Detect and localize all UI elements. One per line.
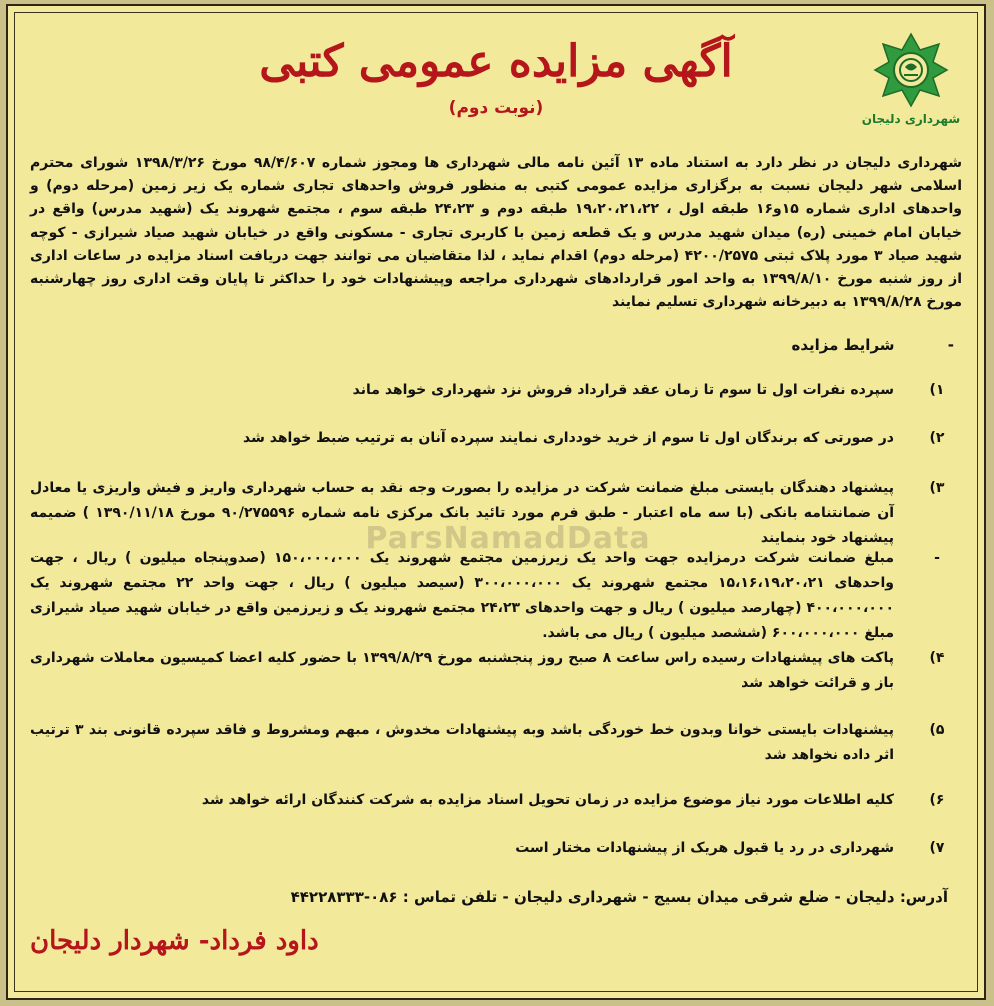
conditions-heading [791,336,954,354]
page-subtitle: (نوبت دوم) [448,98,544,118]
intro-paragraph: شهرداری دلیجان در نظر دارد به استناد ماده ۱۳ آئین نامه مالی شهرداری ها ومجوز شماره ۹۸/۴/۶۰۷ مورخ ۱۳۹۸/۳/۲۶ شورای محترم اسلامی شهر دلیجان نسبت به برگزاری مزایده عمومی کتبی به منظور فروش واحدهای تجاری شماره یک زیر زمین (مرحله دوم) و واحدهای اداری شماره ۱۵و۱۶ طبقه اول ، ۱۹،۲۰،۲۱،۲۲ طبقه دوم و ۲۴،۲۳ طبقه سوم ، مجتمع شهروند یک (شهید مدرس) واقع در خیابان امام خمینی (ره) میدان شهید مدرس و یک قطعه زمین با کاربری تجاری - مسکونی واقع در خیابان شهید صیاد شیرازی - کوچه شهید صیاد ۳ مورد پلاک ثبتی ۴۲۰۰/۲۵۷۵ (مرحله دوم) اقدام نماید ، لذا متقاضیان می توانند جهت دریافت اسناد مزایده در ساعات اداری از روز شنبه مورخ ۱۳۹۹/۸/۱۰ به واحد امور قراردادهای شهرداری مراجعه وپیشنهادات خود را حداکثر تا پایان وقت اداری روز چهارشنبه مورخ ۱۳۹۹/۸/۲۸ به دبیرخانه شهرداری تسلیم نمایند [30,155,963,311]
mayor-signature: داود فرداد- شهردار دلیجان [30,926,319,956]
condition-text: پیشنهاد دهندگان بایستی مبلغ ضمانت شرکت در مزایده را بصورت وجه نقد به حساب شهرداری واریز و فیش واریزی یا معادل آن ضمانتنامه بانکی (با سه ماه اعتبار - طبق فرم مورد تائید بانک مرکزی نامه شماره ۹۰/۲۷۵۵۹۶ مورخ ۱۳۹۰/۱۱/۱۸ ) ضمیمه پیشنهاد خود بنمایند [30,480,894,546]
condition-number: ۴) [929,650,945,666]
condition-text: پاکت های پیشنهادات رسیده راس ساعت ۸ صبح روز پنجشنبه مورخ ۱۳۹۹/۸/۲۹ با حضور کلیه اعضا کمیسیون معاملات شهرداری باز و قرائت خواهد شد [30,650,894,691]
condition-text: پیشنهادات بایستی خوانا وبدون خط خوردگی باشد وبه پیشنهادات مخدوش ، مبهم ومشروط و فاقد سپرده قانونی بند ۳ ترتیب اثر داده نخواهد شد [30,722,894,763]
contact-address: آدرس: دلیجان - ضلع شرقی میدان بسیج - شهرداری دلیجان - تلفن تماس : ۰۸۶-۴۴۲۲۸۳۳۳ [290,888,948,906]
condition-number: ۳) [929,480,945,496]
condition-number: ۱) [929,382,945,398]
condition-item [30,788,962,813]
condition-number: ۲) [929,430,945,446]
condition-text: مبلغ ضمانت شرکت درمزایده جهت واحد یک زیرزمین مجتمع شهروند یک ۱۵۰،۰۰۰،۰۰۰ (صدوپنجاه میلیون ) ریال ، جهت واحدهای ۱۵،۱۶،۱۹،۲۰،۲۱ مجتمع شهروند یک ۳۰۰،۰۰۰،۰۰۰ (سیصد میلیون ) ریال ، جهت واحد ۲۲ مجتمع شهروند یک ۴۰۰،۰۰۰،۰۰۰ (چهارصد میلیون ) ریال و جهت واحدهای ۲۴،۲۳ مجتمع شهروند یک و زیرزمین واقع در خیابان شهید صیاد شیرازی مبلغ ۶۰۰،۰۰۰،۰۰۰ (ششصد میلیون ) ریال می باشد. [30,550,895,641]
notice-page [6,4,986,1000]
condition-number: ۶) [929,792,945,808]
condition-item [30,476,962,551]
condition-number: - [934,550,940,566]
logo-caption: شهرداری دلیجان [861,112,961,126]
watermark: ParsNamadData [365,521,651,556]
logo-star-icon [863,30,959,110]
heading-dash: - [947,336,954,354]
condition-text: شهرداری در رد یا قبول هریک از پیشنهادات مختار است [515,840,894,856]
condition-item [30,426,962,451]
page-title: آگهی مزایده عمومی کتبی [259,36,733,87]
condition-item [30,378,962,403]
condition-text: در صورتی که برندگان اول تا سوم از خرید خودداری نمایند سپرده آنان به ترتیب ضبط خواهد شد [243,430,894,446]
condition-item [30,718,962,768]
condition-item [30,646,962,696]
municipality-logo [852,30,970,132]
condition-item [30,836,962,861]
condition-item [30,546,962,646]
condition-number: ۷) [929,840,945,856]
condition-number: ۵) [929,722,945,738]
condition-text: کلیه اطلاعات مورد نیاز موضوع مزایده در زمان تحویل اسناد مزایده به شرکت کنندگان ارائه خواهد شد [201,792,894,808]
conditions-heading-text: شرایط مزایده [791,336,895,354]
condition-text: سپرده نفرات اول تا سوم تا زمان عقد قرارداد فروش نزد شهرداری خواهد ماند [352,382,894,398]
